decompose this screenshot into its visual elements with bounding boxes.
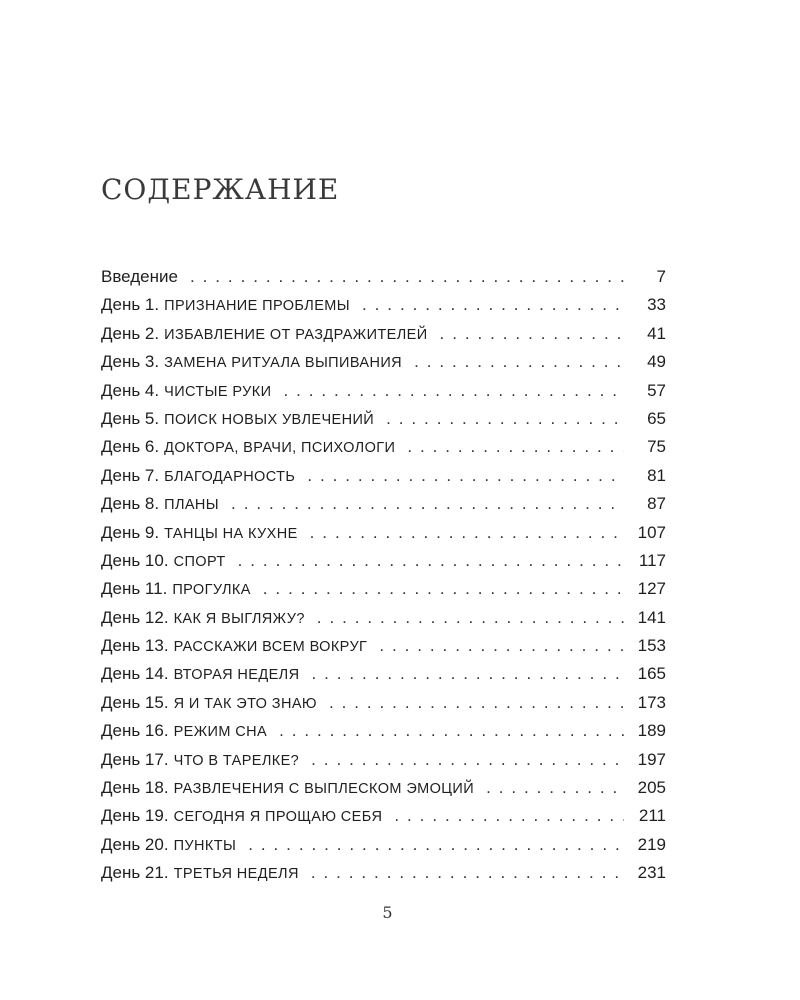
toc-entry-page: 197 [637,749,666,769]
toc-entry-day-label: День 2. [101,323,160,343]
toc-leader-dots [362,291,624,319]
toc-entry-title: РАССКАЖИ ВСЕМ ВОКРУГ [173,639,368,656]
toc-entry-day-14[interactable] [101,660,666,688]
toc-leader-dots [279,717,624,745]
toc-leader-dots [317,604,624,632]
toc-entry-title: ЧТО В ТАРЕЛКЕ? [173,752,300,769]
toc-entry-day-12[interactable] [101,604,666,632]
toc-entry-page: 117 [638,550,666,570]
toc-leader-dots [307,462,624,490]
toc-entry-day-20[interactable] [101,831,666,859]
toc-entry-page: 205 [637,778,666,798]
page-number: 5 [382,903,393,922]
toc-leader-dots [238,547,624,575]
toc-entry-title: ВТОРАЯ НЕДЕЛЯ [173,667,300,684]
toc-entry-page: 65 [647,408,666,428]
toc-entry-day-16[interactable] [101,717,666,745]
toc-leader-dots [486,774,624,802]
toc-entry-day-6[interactable] [101,433,666,461]
toc-entry-day-7[interactable] [101,462,666,490]
toc-leader-dots [414,348,624,376]
toc-entry-page: 189 [637,721,666,741]
toc-entry-day-21[interactable] [101,859,666,887]
toc-entry-day-label: День 20. [101,834,169,854]
toc-entry-day-19[interactable] [101,802,666,830]
toc-entry-day-label: День 18. [101,778,169,798]
toc-entry-day-5[interactable] [101,405,666,433]
toc-leader-dots [407,433,624,461]
toc-entry-day-label: День 13. [101,636,169,656]
toc-entry-title: ЧИСТЫЕ РУКИ [164,383,272,400]
toc-entry-title: ИЗБАВЛЕНИЕ ОТ РАЗДРАЖИТЕЛЕЙ [164,326,428,343]
toc-entry-day-label: День 12. [101,607,169,627]
page-title: СОДЕРЖАНИЕ [101,173,340,206]
toc-entry-page: 127 [637,579,666,599]
toc-entry-day-label: День 15. [101,692,169,712]
toc-entry-day-label: День 6. [101,437,160,457]
toc-entry-page: 165 [637,664,666,684]
toc-leader-dots [310,519,624,547]
toc-entry-day-4[interactable] [101,377,666,405]
toc-entry-title: ПРОГУЛКА [172,582,251,599]
toc-leader-dots [311,859,624,887]
toc-entry-day-label: День 9. [101,522,160,542]
toc-entry-day-label: День 14. [101,664,169,684]
toc-entry-page: 87 [647,494,666,514]
toc-entry-introduction[interactable] [101,263,666,291]
toc-entry-title: КАК Я ВЫГЛЯЖУ? [173,610,305,627]
toc-entry-title: ПУНКТЫ [173,837,237,854]
toc-entry-day-11[interactable] [101,575,666,603]
toc-entry-page: 231 [637,863,666,883]
toc-leader-dots [329,689,624,717]
toc-entry-title: Я И ТАК ЭТО ЗНАЮ [173,695,317,712]
toc-entry-title: БЛАГОДАРНОСТЬ [164,468,296,485]
toc-entry-day-2[interactable] [101,320,666,348]
toc-entry-day-label: День 11. [101,579,168,599]
toc-entry-day-9[interactable] [101,519,666,547]
toc-entry-day-13[interactable] [101,632,666,660]
toc-entry-title: Введение [101,267,178,286]
toc-entry-title: РАЗВЛЕЧЕНИЯ С ВЫПЛЕСКОМ ЭМОЦИЙ [173,781,475,798]
toc-entry-page: 49 [647,352,666,372]
toc-leader-dots [311,660,624,688]
toc-entry-day-18[interactable] [101,774,666,802]
toc-leader-dots [190,263,624,291]
toc-entry-title: ТРЕТЬЯ НЕДЕЛЯ [173,866,299,883]
toc-leader-dots [379,632,624,660]
toc-entry-day-label: День 4. [101,380,160,400]
toc-entry-day-15[interactable] [101,689,666,717]
toc-entry-day-label: День 10. [101,550,169,570]
toc-entry-title: ПЛАНЫ [164,497,220,514]
toc-leader-dots [263,575,624,603]
toc-entry-day-label: День 19. [101,806,169,826]
toc-entry-day-label: День 17. [101,749,169,769]
toc-entry-page: 33 [647,295,666,315]
toc-entry-page: 81 [647,465,666,485]
toc-entry-page: 211 [638,806,666,826]
toc-entry-page: 153 [637,636,666,656]
toc-entry-page: 7 [656,267,666,286]
toc-entry-day-label: День 7. [101,465,160,485]
toc-leader-dots [231,490,624,518]
toc-entry-day-label: День 21. [101,863,169,883]
toc-entry-day-label: День 1. [101,295,160,315]
toc-entry-title: ТАНЦЫ НА КУХНЕ [164,525,298,542]
toc-entry-day-label: День 3. [101,352,160,372]
toc-entry-page: 57 [647,380,666,400]
toc-entry-day-label: День 5. [101,408,160,428]
toc-entry-day-17[interactable] [101,746,666,774]
toc-entry-page: 41 [647,323,666,343]
toc-leader-dots [394,802,624,830]
toc-entry-title: ПОИСК НОВЫХ УВЛЕЧЕНИЙ [164,411,375,428]
toc-entry-page: 141 [637,607,666,627]
toc-entry-day-8[interactable] [101,490,666,518]
toc-entry-page: 75 [647,437,666,457]
toc-entry-title: ПРИЗНАНИЕ ПРОБЛЕМЫ [164,298,351,315]
toc-entry-page: 219 [637,834,666,854]
toc-entry-title: СПОРТ [173,553,226,570]
toc-entry-page: 107 [637,522,666,542]
toc-entry-day-1[interactable] [101,291,666,319]
table-of-contents [101,263,666,888]
toc-entry-title: РЕЖИМ СНА [173,724,268,741]
toc-leader-dots [283,377,624,405]
toc-entry-day-10[interactable] [101,547,666,575]
toc-entry-day-label: День 8. [101,494,160,514]
toc-entry-day-label: День 16. [101,721,169,741]
toc-entry-page: 173 [637,692,666,712]
toc-leader-dots [386,405,624,433]
toc-leader-dots [248,831,624,859]
toc-leader-dots [311,746,624,774]
toc-entry-title: ДОКТОРА, ВРАЧИ, ПСИХОЛОГИ [164,440,396,457]
toc-entry-day-3[interactable] [101,348,666,376]
toc-entry-title: СЕГОДНЯ Я ПРОЩАЮ СЕБЯ [173,809,383,826]
toc-entry-title: ЗАМЕНА РИТУАЛА ВЫПИВАНИЯ [164,355,403,372]
toc-leader-dots [440,320,624,348]
